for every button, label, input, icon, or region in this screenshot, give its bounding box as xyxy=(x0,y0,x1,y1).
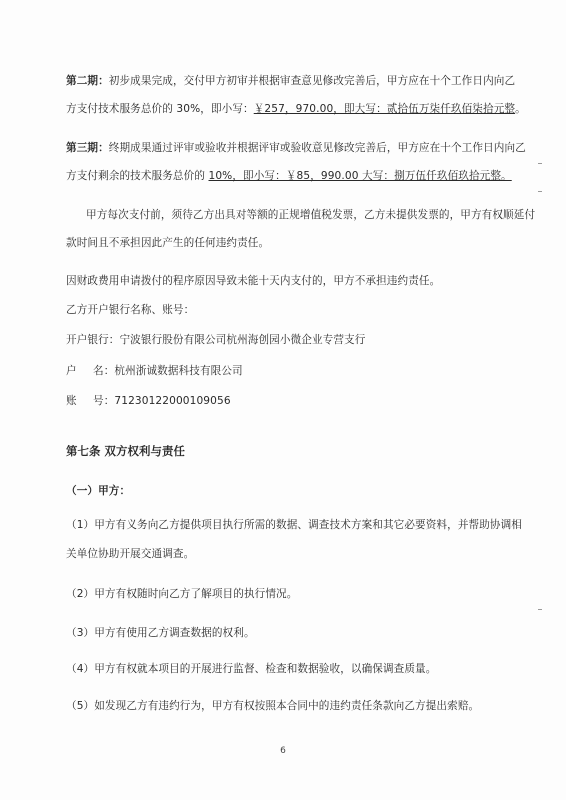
article7-item-3: （3）甲方有使用乙方调查数据的权利。 xyxy=(66,627,255,639)
account-number-label-1: 账 xyxy=(66,395,77,407)
article7-item-1-line2: 关单位协助开展交通调查。 xyxy=(66,548,195,560)
article7-item-1-line1: （1）甲方有义务向乙方提供项目执行所需的数据、调查技术方案和其它必要资料，并帮助协调相 xyxy=(66,519,522,531)
phase2-label: 第二期 xyxy=(66,75,99,87)
scan-mark xyxy=(538,163,542,164)
phase3-amount: 10%，即小写：￥85，990.00 大写：捌万伍仟玖佰玖拾元整。 xyxy=(208,170,512,182)
phase3-line1: 第三期：终期成果通过评审或验收并根据评审或验收意见修改完善后，甲方应在十个工作日内向乙 xyxy=(66,142,526,154)
phase3-line2: 方支付剩余的技术服务总价的 10%，即小写：￥85，990.00 大写：捌万伍仟玖佰玖拾元整。 xyxy=(66,170,512,182)
phase3-text1: 终期成果通过评审或验收并根据评审或验收意见修改完善后，甲方应在十个工作日内向乙 xyxy=(108,142,526,154)
page-number: 6 xyxy=(280,746,286,756)
article7-item-2: （2）甲方有权随时向乙方了解项目的执行情况。 xyxy=(66,588,298,600)
article7-item-4: （4）甲方有权就本项目的开展进行监督、检查和数据验收，以确保调查质量。 xyxy=(66,663,437,675)
account-name-value: 杭州浙诚数据科技有限公司 xyxy=(114,365,243,377)
phase2-text1: 初步成果完成，交付甲方初审并根据审查意见修改完善后，甲方应在十个工作日内向乙 xyxy=(108,75,516,87)
account-number-row xyxy=(66,394,231,408)
bank-title: 乙方开户银行名称、账号： xyxy=(66,304,195,316)
bank-value: 宁波银行股份有限公司杭州海创园小微企业专营支行 xyxy=(119,334,366,346)
article7-item-5: （5）如发现乙方有违约行为，甲方有权按照本合同中的违约责任条款向乙方提出索赔。 xyxy=(66,700,480,712)
invoice-line2: 款时间且不承担因此产生的任何违约责任。 xyxy=(66,237,270,249)
phase3-label: 第三期 xyxy=(66,142,99,154)
party-a-heading: （一）甲方： xyxy=(66,485,131,497)
account-number-value: 71230122000109056 xyxy=(114,395,231,407)
account-name-row xyxy=(66,364,243,378)
bank-row xyxy=(66,333,365,347)
account-name-label-1: 户 xyxy=(66,365,77,377)
invoice-line1: 甲方每次支付前，须待乙方出具对等额的正规增值税发票，乙方未提供发票的，甲方有权顺延付 xyxy=(86,209,536,221)
account-name-label-2: 名： xyxy=(93,365,115,377)
article7-title: 第七条 双方权利与责任 xyxy=(66,444,185,458)
phase2-amount: ￥257，970.00，即大写：贰拾伍万柒仟玖佰柒拾元整 xyxy=(253,103,516,115)
phase2-line1: 第二期：初步成果完成，交付甲方初审并根据审查意见修改完善后，甲方应在十个工作日内向乙 xyxy=(66,75,516,87)
scan-mark xyxy=(538,609,542,610)
account-number-label-2: 号： xyxy=(93,395,115,407)
delay-paragraph: 因财政费用申请拨付的程序原因导致未能十天内支付的，甲方不承担违约责任。 xyxy=(66,275,441,287)
phase2-line2: 方支付技术服务总价的 30%，即小写：￥257，970.00，即大写：贰拾伍万柒仟玖佰柒拾元整。 xyxy=(66,103,526,115)
scan-mark xyxy=(538,191,542,192)
bank-label: 开户银行： xyxy=(66,334,120,346)
